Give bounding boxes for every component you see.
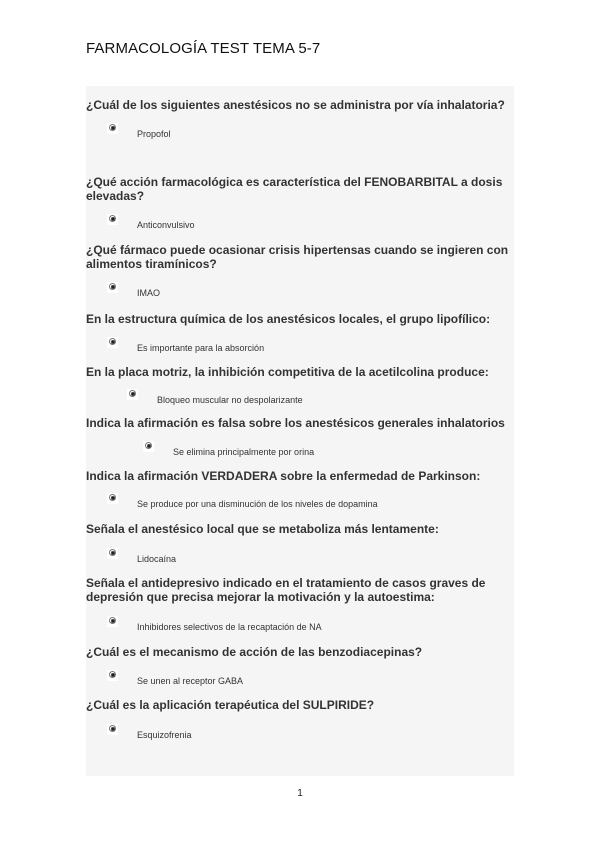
radio-selected-icon[interactable] [107, 493, 118, 504]
radio-selected-icon[interactable] [107, 337, 118, 348]
option-8[interactable] [107, 552, 176, 565]
option-label: Propofol [137, 129, 171, 139]
radio-selected-icon[interactable] [107, 282, 118, 293]
radio-selected-icon[interactable] [107, 616, 118, 627]
radio-selected-icon[interactable] [107, 123, 118, 134]
radio-selected-icon[interactable] [143, 441, 154, 452]
question-9: Señala el antidepresivo indicado en el tratamiento de casos graves de depresión que precisa mejorar la motivación y la autoestima: [86, 576, 486, 604]
option-label: Se elimina principalmente por orina [173, 447, 315, 457]
option-label: IMAO [137, 288, 161, 298]
option-6[interactable] [143, 445, 314, 458]
option-1[interactable] [107, 127, 171, 140]
question-4: En la estructura química de los anestésicos locales, el grupo lipofílico: [86, 312, 491, 326]
question-5: En la placa motriz, la inhibición competitiva de la acetilcolina produce: [86, 365, 489, 379]
radio-selected-icon[interactable] [107, 214, 118, 225]
option-label: Anticonvulsivo [137, 220, 195, 230]
option-11[interactable] [107, 728, 192, 741]
option-label: Inhibidores selectivos de la recaptación de NA [137, 622, 322, 632]
question-8: Señala el anestésico local que se metaboliza más lentamente: [86, 522, 439, 536]
radio-selected-icon[interactable] [107, 670, 118, 681]
question-6: Indica la afirmación es falsa sobre los anestésicos generales inhalatorios [86, 416, 505, 430]
option-9[interactable] [107, 620, 322, 633]
option-4[interactable] [107, 341, 264, 354]
option-10[interactable] [107, 674, 243, 687]
question-7: Indica la afirmación VERDADERA sobre la enfermedad de Parkinson: [86, 469, 481, 483]
page-number: 1 [297, 788, 303, 799]
radio-selected-icon[interactable] [107, 548, 118, 559]
option-label: Se unen al receptor GABA [137, 676, 244, 686]
option-label: Se produce por una disminución de los niveles de dopamina [137, 499, 378, 509]
question-3: ¿Qué fármaco puede ocasionar crisis hipertensas cuando se ingieren con alimentos tiramínicos? [86, 243, 509, 271]
option-label: Bloqueo muscular no despolarizante [157, 395, 303, 405]
question-1: ¿Cuál de los siguientes anestésicos no se administra por vía inhalatoria? [86, 98, 505, 112]
option-5[interactable] [127, 393, 303, 406]
question-10: ¿Cuál es el mecanismo de acción de las benzodiacepinas? [86, 645, 423, 659]
radio-selected-icon[interactable] [107, 724, 118, 735]
question-11: ¿Cuál es la aplicación terapéutica del SULPIRIDE? [86, 698, 375, 712]
option-2[interactable] [107, 218, 195, 231]
option-label: Lidocaína [137, 554, 177, 564]
option-3[interactable] [107, 286, 160, 299]
option-7[interactable] [107, 497, 378, 510]
option-label: Es importante para la absorción [137, 343, 265, 353]
question-2: ¿Qué acción farmacológica es característica del FENOBARBITAL a dosis elevadas? [86, 175, 503, 203]
radio-selected-icon[interactable] [127, 389, 138, 400]
option-label: Esquizofrenia [137, 730, 192, 740]
document-title: FARMACOLOGÍA TEST TEMA 5-7 [86, 40, 321, 57]
